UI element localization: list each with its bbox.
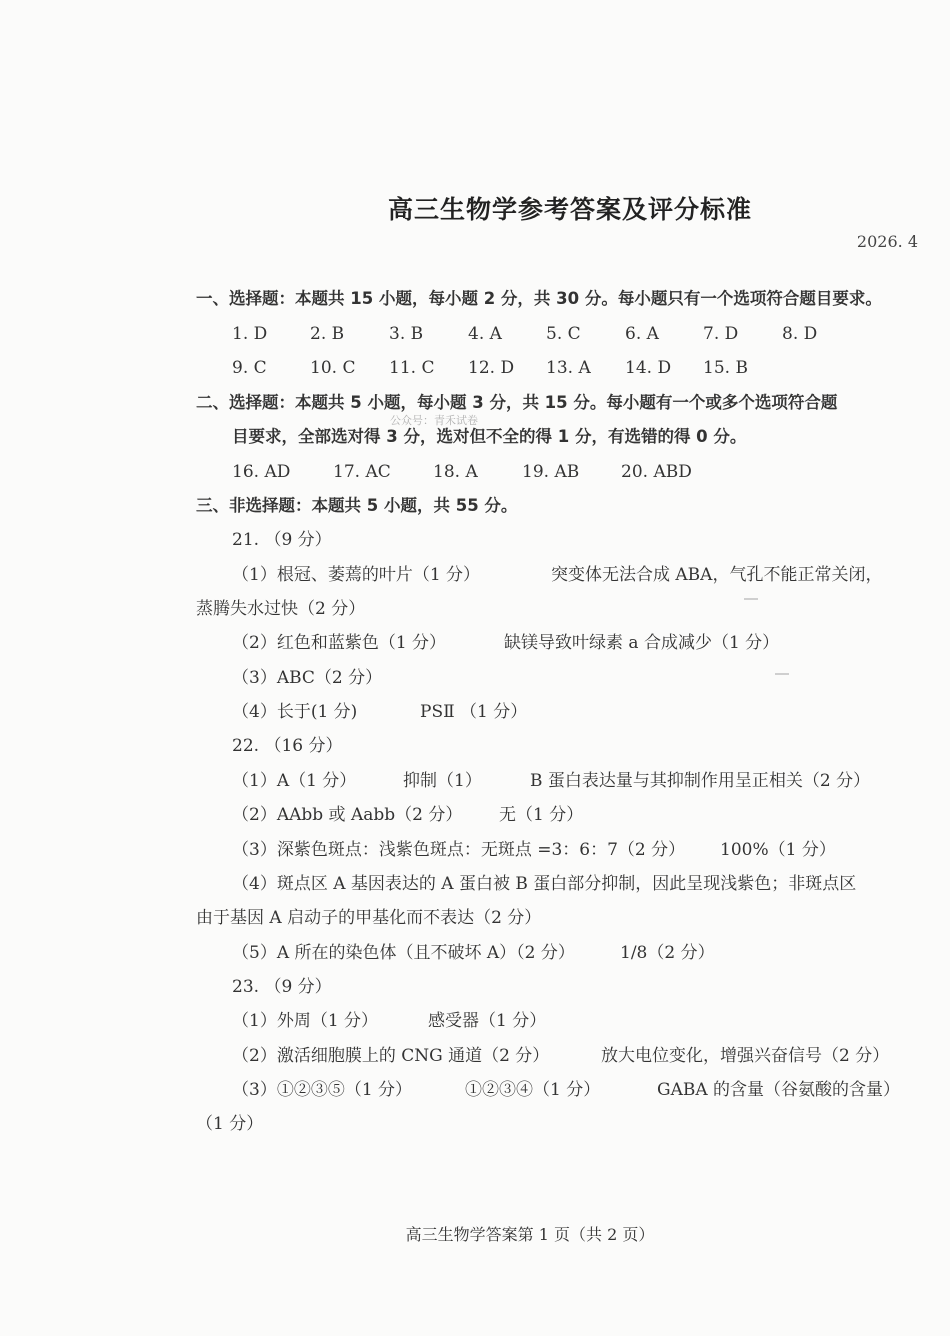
answer-item: 17. AC	[333, 462, 391, 482]
q21-part2-b: 缺镁导致叶绿素 a 合成减少（1 分）	[504, 633, 780, 653]
q23-part2-a: （2）激活细胞膜上的 CNG 通道（2 分）	[232, 1046, 550, 1066]
answer-item: 18. A	[433, 462, 478, 482]
section3-heading: 三、非选择题：本题共 5 小题，共 55 分。	[196, 496, 518, 515]
answer-item: 19. AB	[522, 462, 580, 482]
q21-part2-a: （2）红色和蓝紫色（1 分）	[232, 633, 447, 653]
q23-part3-a: （3）①②③⑤（1 分）	[232, 1080, 413, 1100]
answer-item: 7. D	[703, 324, 739, 344]
answer-item: 1. D	[232, 324, 268, 344]
q23-part2-b: 放大电位变化，增强兴奋信号（2 分）	[601, 1046, 890, 1066]
q22-part1-c: B 蛋白表达量与其抑制作用呈正相关（2 分）	[530, 771, 871, 791]
page-title: 高三生物学参考答案及评分标准	[387, 195, 752, 224]
answer-item: 8. D	[782, 324, 818, 344]
q22-part1-b: 抑制（1）	[403, 771, 482, 791]
q23-part3-c: GABA 的含量（谷氨酸的含量）	[657, 1080, 901, 1100]
q21-label: 21. （9 分）	[232, 530, 332, 550]
answer-item: 4. A	[468, 324, 502, 344]
q22-part5-a: （5）A 所在的染色体（且不破坏 A）（2 分）	[232, 943, 575, 963]
answer-item: 15. B	[703, 358, 748, 378]
answer-item: 16. AD	[232, 462, 291, 482]
answer-item: 2. B	[310, 324, 345, 344]
answer-item: 10. C	[310, 358, 356, 378]
q22-part5-b: 1/8（2 分）	[620, 943, 715, 963]
answer-item: 9. C	[232, 358, 267, 378]
answer-item: 14. D	[625, 358, 672, 378]
section1-heading: 一、选择题：本题共 15 小题，每小题 2 分，共 30 分。每小题只有一个选项符合题目要求。	[196, 289, 882, 308]
answer-item: 13. A	[546, 358, 591, 378]
section2-heading-line1: 二、选择题：本题共 5 小题，每小题 3 分，共 15 分。每小题有一个或多个选项符合题	[196, 393, 838, 412]
q21-part1-c: 蒸腾失水过快（2 分）	[196, 599, 366, 619]
exam-date: 2026. 4	[856, 232, 918, 251]
answer-item: 3. B	[389, 324, 424, 344]
answer-item: 6. A	[625, 324, 659, 344]
answer-item: 12. D	[468, 358, 515, 378]
q22-part1-a: （1）A（1 分）	[232, 771, 357, 791]
answer-item: 5. C	[546, 324, 581, 344]
q21-part3: （3）ABC（2 分）	[232, 668, 383, 688]
q21-part4-b: PSⅡ （1 分）	[420, 702, 528, 722]
q23-label: 23. （9 分）	[232, 977, 332, 997]
page-footer: 高三生物学答案第 1 页（共 2 页）	[405, 1225, 655, 1244]
q22-label: 22. （16 分）	[232, 736, 343, 756]
q23-part3-d: （1 分）	[196, 1114, 264, 1134]
answer-item: 11. C	[389, 358, 435, 378]
scan-artifact	[775, 673, 789, 675]
q23-part1-a: （1）外周（1 分）	[232, 1011, 379, 1031]
q22-part3-b: 100%（1 分）	[720, 840, 836, 860]
q21-part1-a: （1）根冠、萎蔫的叶片（1 分）	[232, 565, 481, 585]
q23-part3-b: ①②③④（1 分）	[465, 1080, 601, 1100]
answer-item: 20. ABD	[621, 462, 692, 482]
section2-heading-line2: 目要求，全部选对得 3 分，选对但不全的得 1 分，有选错的得 0 分。	[232, 427, 747, 446]
q22-part4-b: 由于基因 A 启动子的甲基化而不表达（2 分）	[196, 908, 542, 928]
q21-part4-a: （4）长于(1 分)	[232, 702, 358, 722]
q23-part1-b: 感受器（1 分）	[428, 1011, 547, 1031]
q22-part2-a: （2）AAbb 或 Aabb（2 分）	[232, 805, 463, 825]
watermark-text: 公众号：青禾试卷	[390, 414, 478, 427]
q21-part1-b: 突变体无法合成 ABA，气孔不能正常关闭，	[551, 565, 883, 585]
q22-part2-b: 无（1 分）	[499, 805, 584, 825]
q22-part4-a: （4）斑点区 A 基因表达的 A 蛋白被 B 蛋白部分抑制，因此呈现浅紫色；非斑点区	[232, 874, 857, 894]
scan-artifact	[744, 598, 758, 600]
q22-part3-a: （3）深紫色斑点：浅紫色斑点：无斑点 =3：6：7（2 分）	[232, 840, 686, 860]
